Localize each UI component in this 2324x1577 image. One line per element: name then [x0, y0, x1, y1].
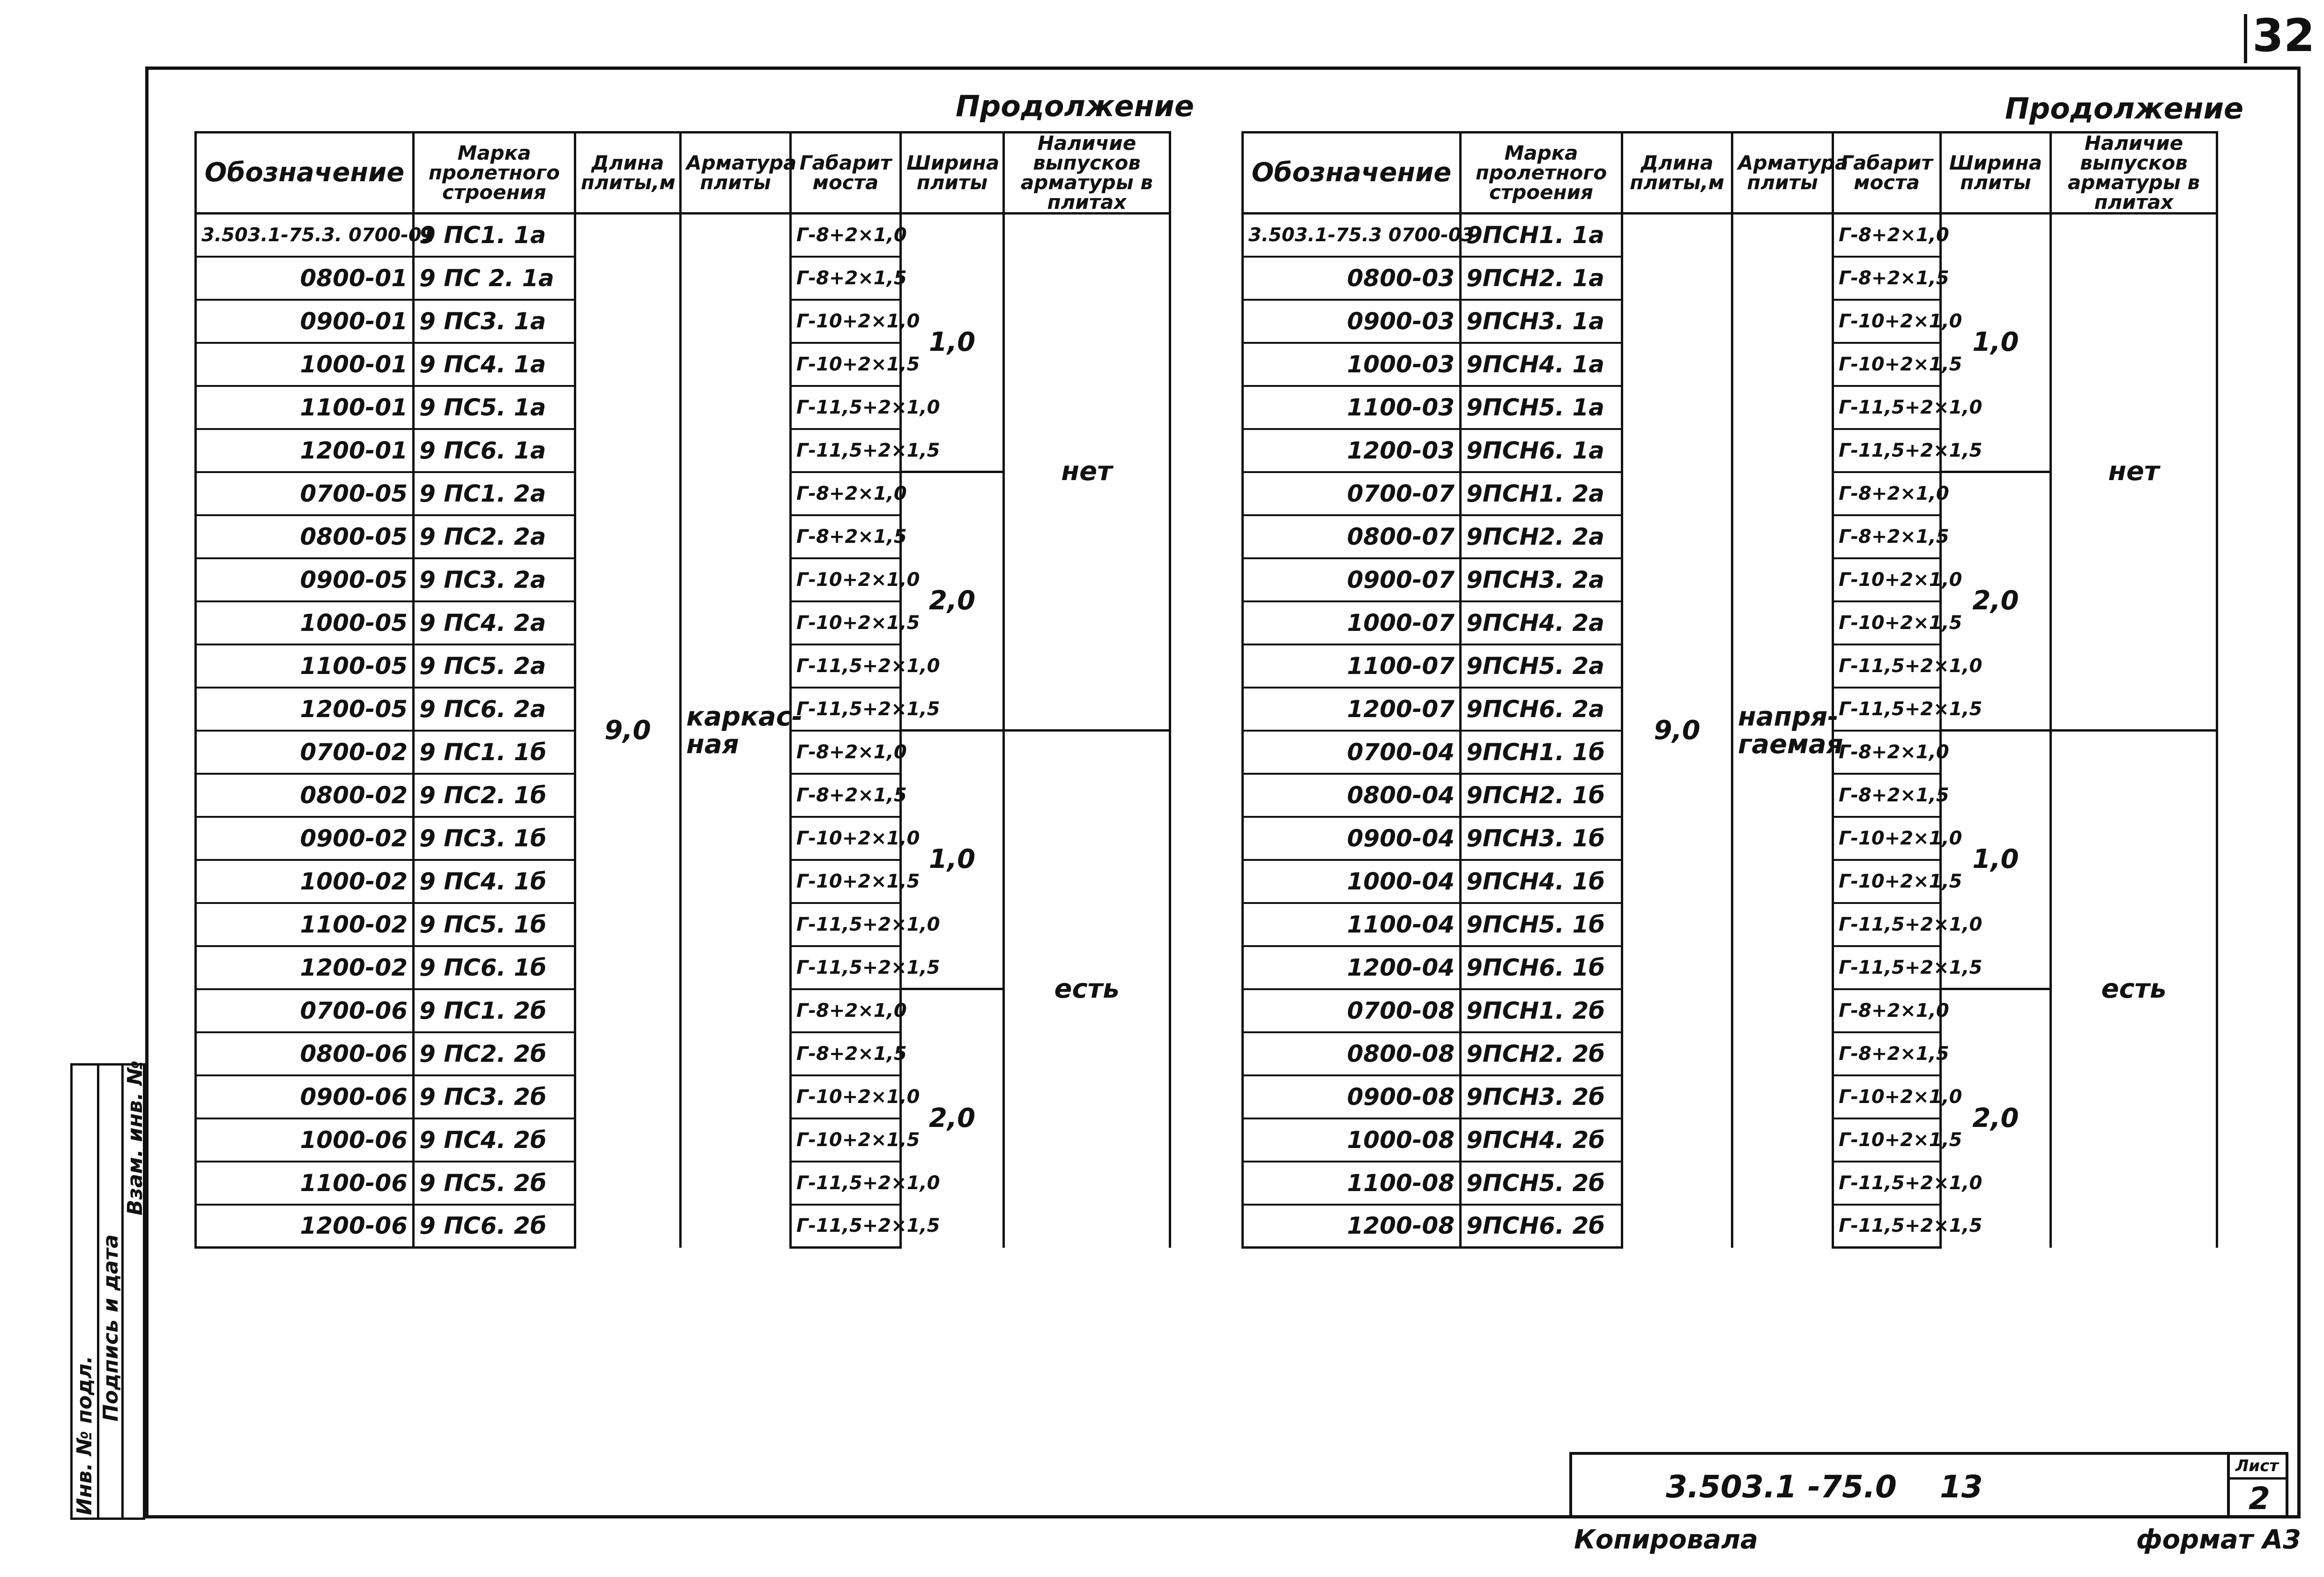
rebar-cell: каркас-ная: [681, 214, 791, 1248]
mark-cell: 9 ПС3. 2а: [414, 558, 575, 601]
mark-cell: 9ПСН3. 2а: [1461, 558, 1622, 601]
mark-cell: 9 ПС1. 2б: [414, 989, 575, 1032]
mark-cell: 9 ПС2. 2а: [414, 515, 575, 558]
mark-cell: 9 ПС4. 1а: [414, 343, 575, 386]
mark-cell: 9 ПС4. 2а: [414, 601, 575, 644]
gauge-cell: Г-11,5+2×1,0: [791, 386, 901, 429]
header-gauge: Габарит моста: [1833, 133, 1941, 214]
designation-cell: 1000-02: [196, 860, 414, 903]
sign-date-label: Подпись и дата: [99, 1234, 123, 1422]
designation-cell: 0800-08: [1243, 1032, 1461, 1075]
page-number: 32: [2252, 9, 2315, 62]
header-outlets: Наличие выпусков арматуры в плитах: [1004, 133, 1170, 214]
designation-cell: 0800-07: [1243, 515, 1461, 558]
mark-cell: 9 ПС5. 2а: [414, 644, 575, 688]
gauge-cell: Г-11,5+2×1,0: [791, 1162, 901, 1205]
left-continuation-label: Продолжение: [956, 89, 1195, 123]
mark-cell: 9ПСН5. 2б: [1461, 1162, 1622, 1205]
gauge-cell: Г-8+2×1,5: [791, 257, 901, 300]
designation-cell: 0900-06: [196, 1075, 414, 1118]
outlets-cell: есть: [1004, 731, 1170, 1248]
gauge-cell: Г-10+2×1,5: [1833, 343, 1941, 386]
mark-cell: 9ПСН3. 2б: [1461, 1075, 1622, 1118]
designation-cell: 1100-03: [1243, 386, 1461, 429]
gauge-cell: Г-11,5+2×1,5: [1833, 688, 1941, 731]
outlets-cell: есть: [2051, 731, 2217, 1248]
gauge-cell: Г-8+2×1,5: [1833, 515, 1941, 558]
mark-cell: 9ПСН6. 2б: [1461, 1205, 1622, 1248]
outlets-cell: нет: [1004, 214, 1170, 731]
gauge-cell: Г-11,5+2×1,0: [791, 903, 901, 946]
designation-cell: 1200-08: [1243, 1205, 1461, 1248]
outlets-cell: нет: [2051, 214, 2217, 731]
header-mark: Марка пролетного строения: [1461, 133, 1622, 214]
gauge-cell: Г-11,5+2×1,0: [1833, 386, 1941, 429]
width-cell: 1,0: [1941, 214, 2051, 472]
mark-cell: 9ПСН1. 1а: [1461, 214, 1622, 257]
designation-cell: 3.503.1-75.3. 0700-01: [196, 214, 414, 257]
designation-cell: 0900-04: [1243, 817, 1461, 860]
designation-cell: 0700-02: [196, 731, 414, 774]
header-rebar: Арматура плиты: [1732, 133, 1833, 214]
gauge-cell: Г-8+2×1,0: [1833, 731, 1941, 774]
copied-by-label: Копировала: [1574, 1525, 1758, 1555]
designation-cell: 1000-01: [196, 343, 414, 386]
designation-cell: 0800-05: [196, 515, 414, 558]
width-cell: 2,0: [1941, 472, 2051, 731]
gauge-cell: Г-10+2×1,0: [791, 1075, 901, 1118]
length-cell: 9,0: [575, 214, 681, 1248]
mark-cell: 9 ПС6. 1б: [414, 946, 575, 989]
gauge-cell: Г-11,5+2×1,5: [791, 688, 901, 731]
gauge-cell: Г-8+2×1,0: [791, 214, 901, 257]
gauge-cell: Г-11,5+2×1,5: [1833, 946, 1941, 989]
mark-cell: 9ПСН5. 1а: [1461, 386, 1622, 429]
gauge-cell: Г-10+2×1,0: [1833, 817, 1941, 860]
mark-cell: 9ПСН5. 1б: [1461, 903, 1622, 946]
gauge-cell: Г-8+2×1,0: [791, 989, 901, 1032]
mark-cell: 9ПСН6. 2а: [1461, 688, 1622, 731]
right-continuation-label: Продолжение: [2005, 91, 2244, 126]
table-row: [196, 214, 1170, 257]
format-label: формат А3: [2136, 1525, 2301, 1555]
gauge-cell: Г-11,5+2×1,5: [791, 946, 901, 989]
table-row: [1243, 214, 2217, 257]
mark-cell: 9 ПС1. 2а: [414, 472, 575, 515]
mark-cell: 9ПСН1. 2б: [1461, 989, 1622, 1032]
gauge-cell: Г-8+2×1,5: [1833, 774, 1941, 817]
mark-cell: 9 ПС6. 1а: [414, 429, 575, 472]
designation-cell: 0700-07: [1243, 472, 1461, 515]
header-designation: Обозначение: [196, 133, 414, 214]
width-cell: 2,0: [1941, 989, 2051, 1248]
mark-cell: 9ПСН2. 2б: [1461, 1032, 1622, 1075]
document-code: 3.503.1 -75.0 13: [1666, 1469, 1983, 1505]
designation-cell: 1000-06: [196, 1118, 414, 1162]
designation-cell: 1100-07: [1243, 644, 1461, 688]
mark-cell: 9 ПС2. 2б: [414, 1032, 575, 1075]
left-table-body: [196, 214, 1170, 1248]
designation-cell: 1000-05: [196, 601, 414, 644]
gauge-cell: Г-10+2×1,5: [1833, 1118, 1941, 1162]
gauge-cell: Г-11,5+2×1,0: [1833, 903, 1941, 946]
gauge-cell: Г-10+2×1,5: [791, 860, 901, 903]
designation-cell: 0700-04: [1243, 731, 1461, 774]
side-stamp: [70, 1060, 147, 1520]
header-width: Ширина плиты: [1941, 133, 2051, 214]
mark-cell: 9 ПС1. 1б: [414, 731, 575, 774]
replace-inv-label: Взам. инв. №: [123, 1060, 147, 1215]
gauge-cell: Г-11,5+2×1,5: [791, 1205, 901, 1248]
designation-cell: 0900-07: [1243, 558, 1461, 601]
gauge-cell: Г-8+2×1,0: [1833, 472, 1941, 515]
designation-cell: 3.503.1-75.3 0700-03: [1243, 214, 1461, 257]
mark-cell: 9 ПС3. 2б: [414, 1075, 575, 1118]
sheet-label: Лист: [2235, 1457, 2279, 1475]
width-cell: 1,0: [1941, 731, 2051, 989]
designation-cell: 1200-05: [196, 688, 414, 731]
mark-cell: 9 ПС1. 1а: [414, 214, 575, 257]
designation-cell: 0700-08: [1243, 989, 1461, 1032]
designation-cell: 0900-02: [196, 817, 414, 860]
header-rebar: Арматура плиты: [681, 133, 791, 214]
mark-cell: 9 ПС6. 2а: [414, 688, 575, 731]
designation-cell: 1100-08: [1243, 1162, 1461, 1205]
header-length: Длина плиты,м: [575, 133, 681, 214]
length-cell: 9,0: [1622, 214, 1732, 1248]
mark-cell: 9ПСН2. 1а: [1461, 257, 1622, 300]
gauge-cell: Г-11,5+2×1,0: [1833, 1162, 1941, 1205]
mark-cell: 9 ПС5. 1б: [414, 903, 575, 946]
designation-cell: 1100-06: [196, 1162, 414, 1205]
gauge-cell: Г-10+2×1,0: [791, 558, 901, 601]
designation-cell: 0900-05: [196, 558, 414, 601]
mark-cell: 9ПСН4. 2а: [1461, 601, 1622, 644]
sheet-box: [2227, 1455, 2286, 1518]
gauge-cell: Г-10+2×1,5: [791, 343, 901, 386]
designation-cell: 0900-03: [1243, 300, 1461, 343]
right-table-body: [1243, 214, 2217, 1248]
gauge-cell: Г-10+2×1,0: [1833, 558, 1941, 601]
mark-cell: 9 ПС5. 2б: [414, 1162, 575, 1205]
designation-cell: 0800-01: [196, 257, 414, 300]
header-width: Ширина плиты: [901, 133, 1004, 214]
designation-cell: 0900-01: [196, 300, 414, 343]
gauge-cell: Г-10+2×1,5: [1833, 601, 1941, 644]
mark-cell: 9ПСН2. 2а: [1461, 515, 1622, 558]
gauge-cell: Г-11,5+2×1,5: [1833, 429, 1941, 472]
gauge-cell: Г-8+2×1,5: [1833, 257, 1941, 300]
designation-cell: 0900-08: [1243, 1075, 1461, 1118]
mark-cell: 9ПСН1. 2а: [1461, 472, 1622, 515]
page-number-rule: [2244, 14, 2247, 63]
designation-cell: 0700-05: [196, 472, 414, 515]
designation-cell: 1200-01: [196, 429, 414, 472]
sheet-divider: [2230, 1477, 2286, 1480]
right-spec-table: [1241, 131, 2218, 1249]
designation-cell: 1100-02: [196, 903, 414, 946]
designation-cell: 0800-02: [196, 774, 414, 817]
width-cell: 2,0: [901, 989, 1004, 1248]
rebar-cell: напря-гаемая: [1732, 214, 1833, 1248]
mark-cell: 9 ПС4. 1б: [414, 860, 575, 903]
mark-cell: 9 ПС6. 2б: [414, 1205, 575, 1248]
mark-cell: 9ПСН1. 1б: [1461, 731, 1622, 774]
designation-cell: 1200-02: [196, 946, 414, 989]
mark-cell: 9 ПС3. 1б: [414, 817, 575, 860]
mark-cell: 9ПСН5. 2а: [1461, 644, 1622, 688]
gauge-cell: Г-10+2×1,0: [791, 300, 901, 343]
width-cell: 1,0: [901, 731, 1004, 989]
designation-cell: 1200-03: [1243, 429, 1461, 472]
width-cell: 1,0: [901, 214, 1004, 472]
mark-cell: 9ПСН6. 1б: [1461, 946, 1622, 989]
mark-cell: 9ПСН3. 1б: [1461, 817, 1622, 860]
left-spec-table: [194, 131, 1171, 1249]
header-gauge: Габарит моста: [791, 133, 901, 214]
designation-cell: 0800-03: [1243, 257, 1461, 300]
gauge-cell: Г-11,5+2×1,0: [791, 644, 901, 688]
designation-cell: 1000-08: [1243, 1118, 1461, 1162]
designation-cell: 1200-06: [196, 1205, 414, 1248]
gauge-cell: Г-10+2×1,0: [791, 817, 901, 860]
mark-cell: 9 ПС2. 1б: [414, 774, 575, 817]
mark-cell: 9ПСН4. 2б: [1461, 1118, 1622, 1162]
designation-cell: 1000-03: [1243, 343, 1461, 386]
designation-cell: 0800-06: [196, 1032, 414, 1075]
gauge-cell: Г-8+2×1,0: [1833, 214, 1941, 257]
designation-cell: 1000-04: [1243, 860, 1461, 903]
designation-cell: 1100-05: [196, 644, 414, 688]
designation-cell: 1200-07: [1243, 688, 1461, 731]
width-cell: 2,0: [901, 472, 1004, 731]
gauge-cell: Г-8+2×1,5: [791, 515, 901, 558]
designation-cell: 1100-04: [1243, 903, 1461, 946]
mark-cell: 9ПСН6. 1а: [1461, 429, 1622, 472]
gauge-cell: Г-10+2×1,5: [791, 601, 901, 644]
gauge-cell: Г-8+2×1,0: [791, 731, 901, 774]
header-mark: Марка пролетного строения: [414, 133, 575, 214]
mark-cell: 9 ПС 2. 1а: [414, 257, 575, 300]
gauge-cell: Г-8+2×1,0: [1833, 989, 1941, 1032]
designation-cell: 0700-06: [196, 989, 414, 1032]
gauge-cell: Г-10+2×1,0: [1833, 1075, 1941, 1118]
gauge-cell: Г-11,5+2×1,5: [791, 429, 901, 472]
mark-cell: 9ПСН4. 1б: [1461, 860, 1622, 903]
mark-cell: 9ПСН2. 1б: [1461, 774, 1622, 817]
gauge-cell: Г-11,5+2×1,5: [1833, 1205, 1941, 1248]
gauge-cell: Г-8+2×1,5: [1833, 1032, 1941, 1075]
gauge-cell: Г-8+2×1,5: [791, 774, 901, 817]
designation-cell: 1000-07: [1243, 601, 1461, 644]
gauge-cell: Г-8+2×1,0: [791, 472, 901, 515]
gauge-cell: Г-10+2×1,5: [791, 1118, 901, 1162]
designation-cell: 1200-04: [1243, 946, 1461, 989]
header-designation: Обозначение: [1243, 133, 1461, 214]
mark-cell: 9 ПС4. 2б: [414, 1118, 575, 1162]
mark-cell: 9 ПС5. 1а: [414, 386, 575, 429]
gauge-cell: Г-10+2×1,0: [1833, 300, 1941, 343]
header-length: Длина плиты,м: [1622, 133, 1732, 214]
gauge-cell: Г-11,5+2×1,0: [1833, 644, 1941, 688]
designation-cell: 0800-04: [1243, 774, 1461, 817]
inv-number-label: Инв. № подл.: [73, 1355, 97, 1515]
sheet-number: 2: [2249, 1481, 2270, 1517]
title-block: [1569, 1452, 2288, 1518]
designation-cell: 1100-01: [196, 386, 414, 429]
mark-cell: 9ПСН4. 1а: [1461, 343, 1622, 386]
gauge-cell: Г-8+2×1,5: [791, 1032, 901, 1075]
mark-cell: 9ПСН3. 1а: [1461, 300, 1622, 343]
header-outlets: Наличие выпусков арматуры в плитах: [2051, 133, 2217, 214]
mark-cell: 9 ПС3. 1а: [414, 300, 575, 343]
gauge-cell: Г-10+2×1,5: [1833, 860, 1941, 903]
